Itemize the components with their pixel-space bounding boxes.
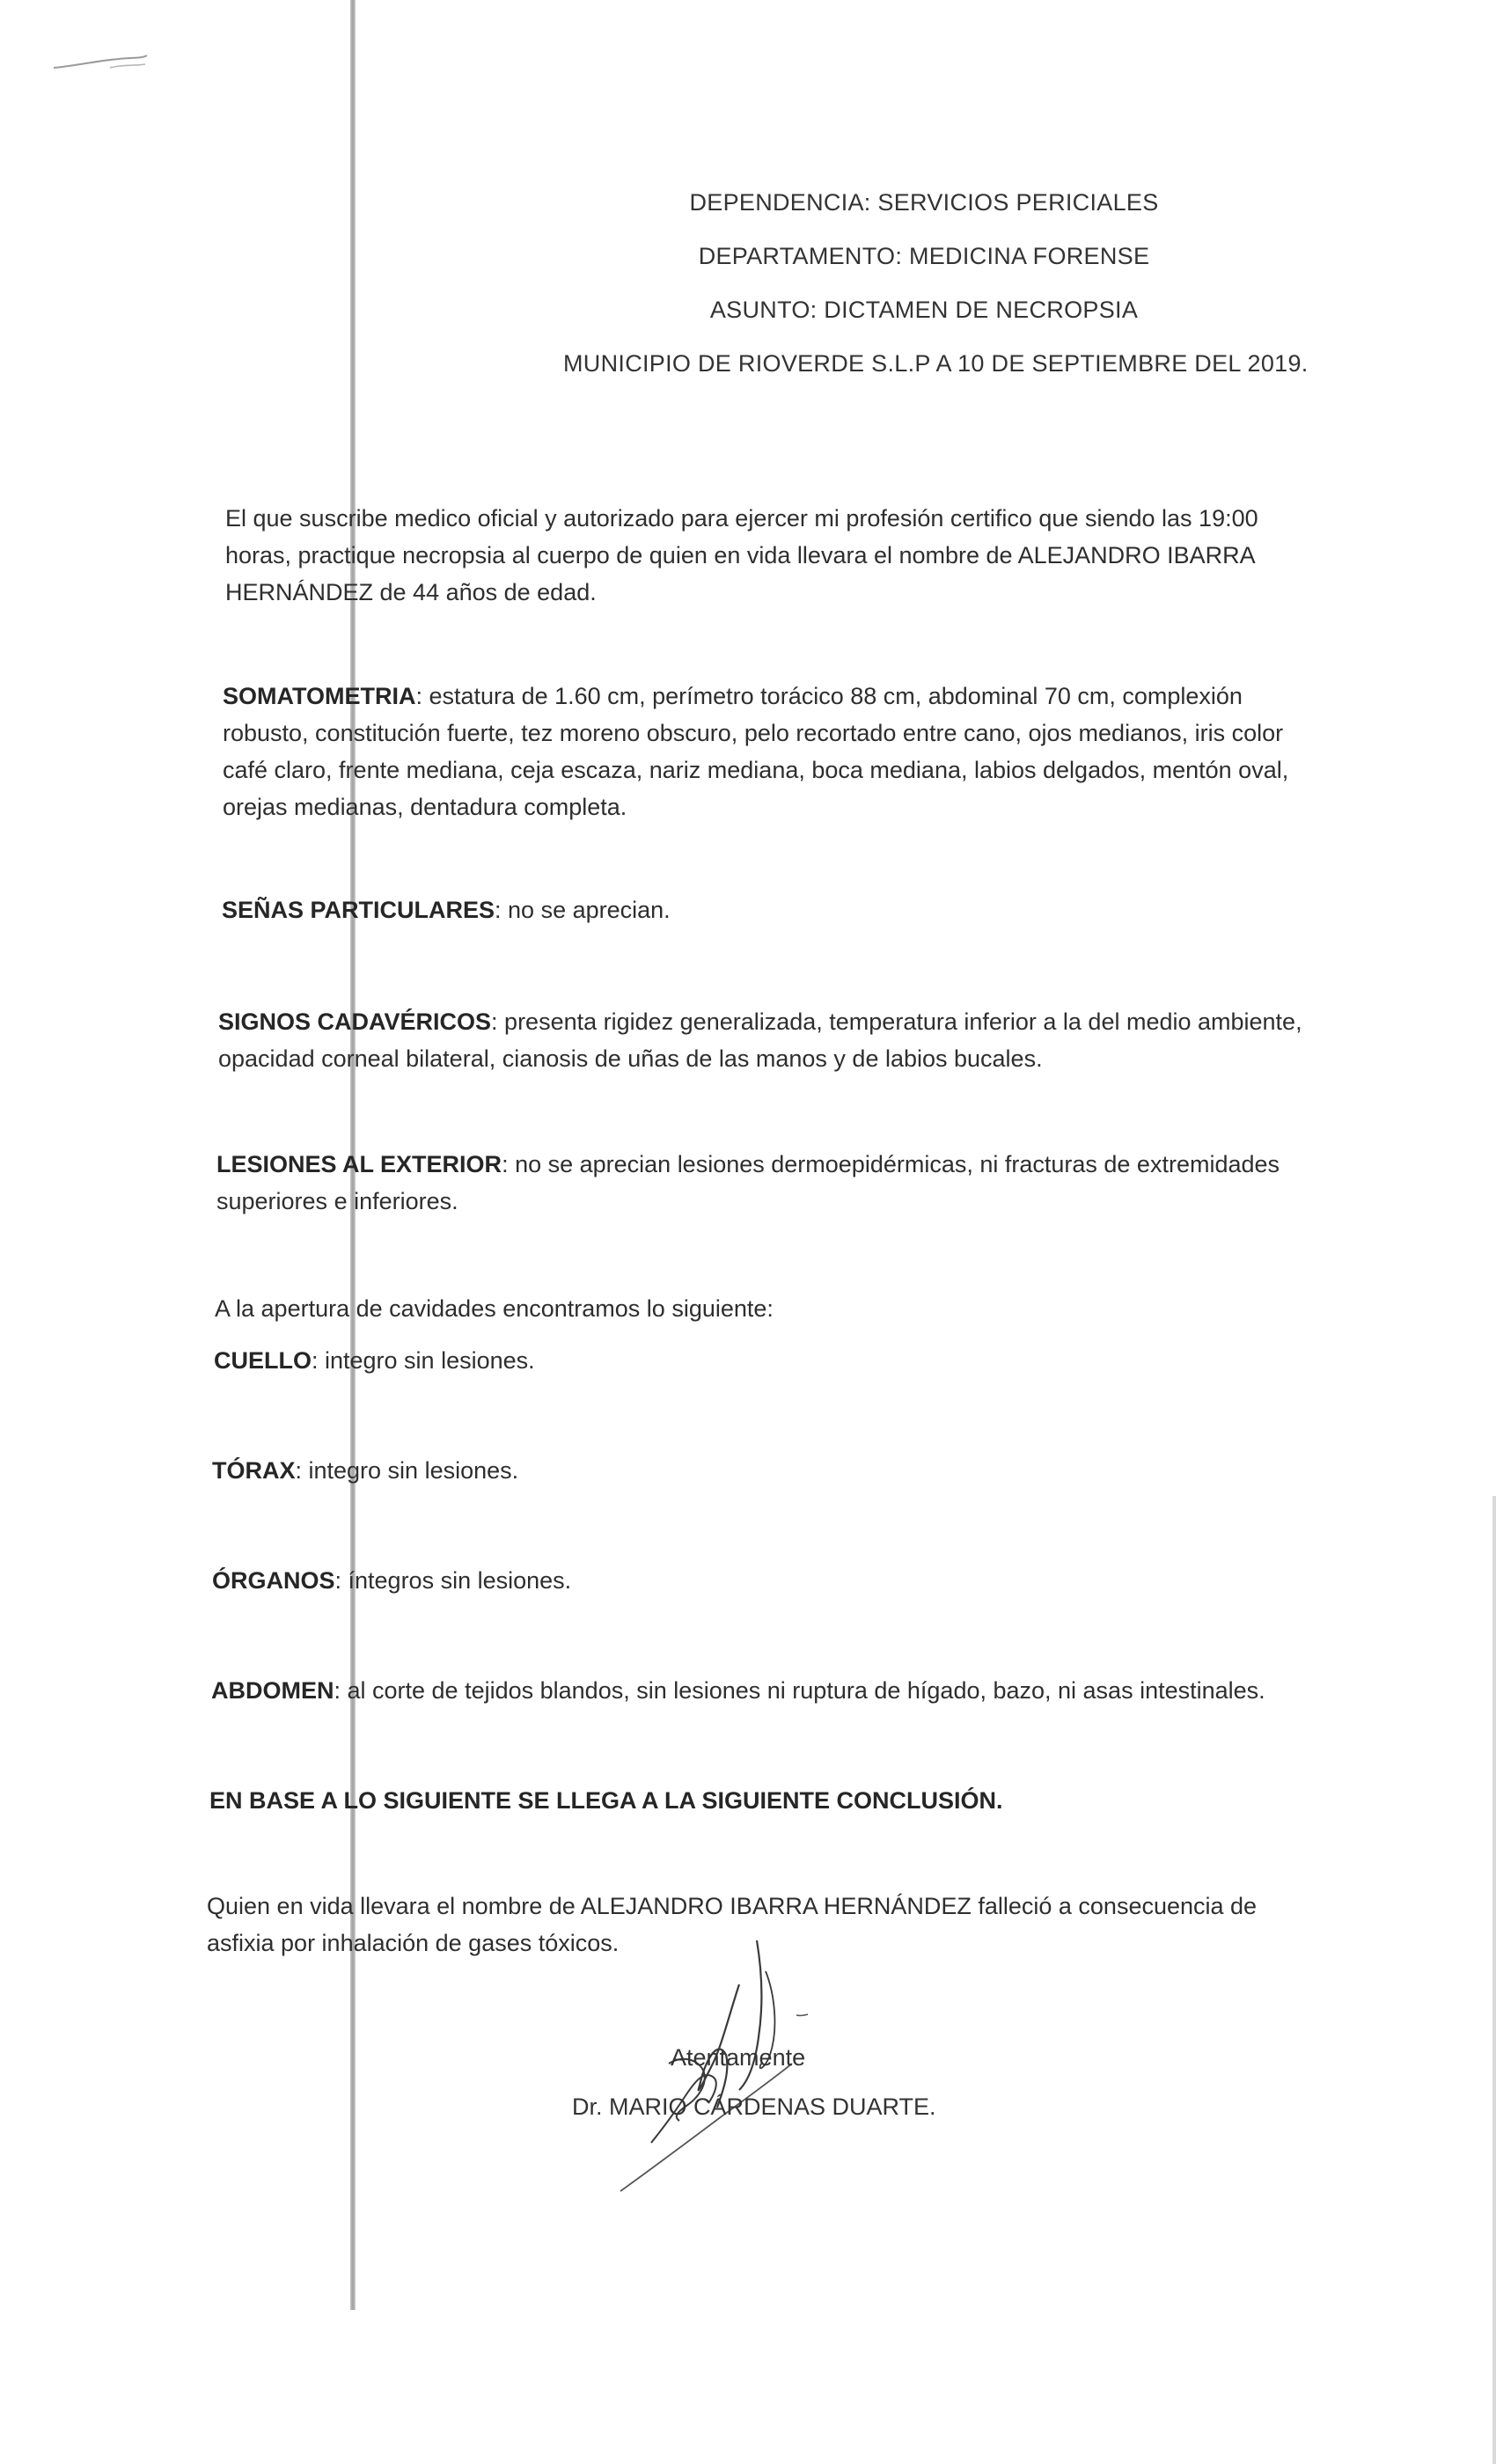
somatometria-paragraph bbox=[223, 678, 1318, 825]
signature-name: Dr. MARIO CÁRDENAS DUARTE. bbox=[572, 2094, 936, 2120]
conclusion-heading-text: EN BASE A LO SIGUIENTE SE LLEGA A LA SIGUIENTE CONCLUSIÓN. bbox=[209, 1787, 1003, 1814]
organos-text: : íntegros sin lesiones. bbox=[334, 1567, 572, 1594]
apertura-paragraph bbox=[215, 1290, 1306, 1327]
signos-label: SIGNOS CADAVÉRICOS bbox=[218, 1008, 492, 1035]
senas-text: : no se aprecian. bbox=[495, 897, 671, 923]
senas-paragraph bbox=[222, 891, 1313, 928]
conclusion-heading bbox=[209, 1782, 1301, 1819]
senas-label: SEÑAS PARTICULARES bbox=[222, 897, 495, 923]
torax-paragraph bbox=[212, 1452, 1303, 1489]
abdomen-label: ABDOMEN bbox=[211, 1677, 334, 1704]
lesiones-label: LESIONES AL EXTERIOR bbox=[216, 1151, 502, 1177]
cuello-paragraph bbox=[214, 1342, 1305, 1379]
organos-paragraph bbox=[212, 1562, 1303, 1599]
signature-block bbox=[572, 2033, 942, 2131]
page-edge-shadow bbox=[1492, 1496, 1496, 2464]
header-dependencia: DEPENDENCIA: SERVICIOS PERICIALES bbox=[689, 189, 1159, 216]
intro-paragraph bbox=[225, 500, 1316, 611]
header-asunto: ASUNTO: DICTAMEN DE NECROPSIA bbox=[709, 297, 1139, 323]
organos-label: ÓRGANOS bbox=[212, 1567, 335, 1594]
apertura-text: A la apertura de cavidades encontramos lo siguiente: bbox=[215, 1295, 774, 1322]
signos-text: : presenta rigidez generalizada, temperatura inferior a la del medio ambiente, opacidad corneal bilateral, cianosis de uñas de las manos y de labios bucales. bbox=[218, 1008, 1302, 1072]
lesiones-text: : no se aprecian lesiones dermoepidérmicas, ni fracturas de extremidades superiores e inferiores. bbox=[216, 1151, 1280, 1214]
document-header bbox=[563, 176, 1309, 391]
somatometria-text: : estatura de 1.60 cm, perímetro torácico 88 cm, abdominal 70 cm, complexión robusto, constitución fuerte, tez moreno obscuro, pelo recortado entre cano, ojos medianos, iris color café claro, frente mediana, ceja escaza, nariz mediana, boca mediana, labios delgados, mentón oval, orejas medianas, dentadura completa. bbox=[223, 683, 1289, 820]
signos-paragraph bbox=[218, 1003, 1314, 1077]
cuello-label: CUELLO bbox=[214, 1347, 312, 1374]
somatometria-label: SOMATOMETRIA bbox=[223, 683, 416, 709]
torax-text: : integro sin lesiones. bbox=[295, 1457, 519, 1484]
header-departamento: DEPARTAMENTO: MEDICINA FORENSE bbox=[698, 243, 1150, 269]
signature-closing: Atentamente bbox=[671, 2044, 806, 2071]
lesiones-paragraph bbox=[216, 1146, 1312, 1220]
abdomen-paragraph bbox=[211, 1672, 1355, 1709]
conclusion-text: Quien en vida llevara el nombre de ALEJANDRO IBARRA HERNÁNDEZ falleció a consecuencia de asfixia por inhalación de gases tóxicos. bbox=[207, 1893, 1258, 1956]
corner-pen-mark bbox=[48, 48, 154, 84]
abdomen-text: : al corte de tejidos blandos, sin lesiones ni ruptura de hígado, bazo, ni asas intestinales. bbox=[334, 1677, 1265, 1704]
intro-text: El que suscribe medico oficial y autorizado para ejercer mi profesión certifico que siendo las 19:00 horas, practique necropsia al cuerpo de quien en vida llevara el nombre de ALEJANDRO IBARRA HERNÁNDEZ de 44 años de edad. bbox=[225, 505, 1258, 605]
cuello-text: : integro sin lesiones. bbox=[312, 1347, 535, 1374]
header-municipio-fecha: MUNICIPIO DE RIOVERDE S.L.P A 10 DE SEPTIEMBRE DEL 2019. bbox=[563, 350, 1309, 377]
torax-label: TÓRAX bbox=[212, 1457, 296, 1484]
